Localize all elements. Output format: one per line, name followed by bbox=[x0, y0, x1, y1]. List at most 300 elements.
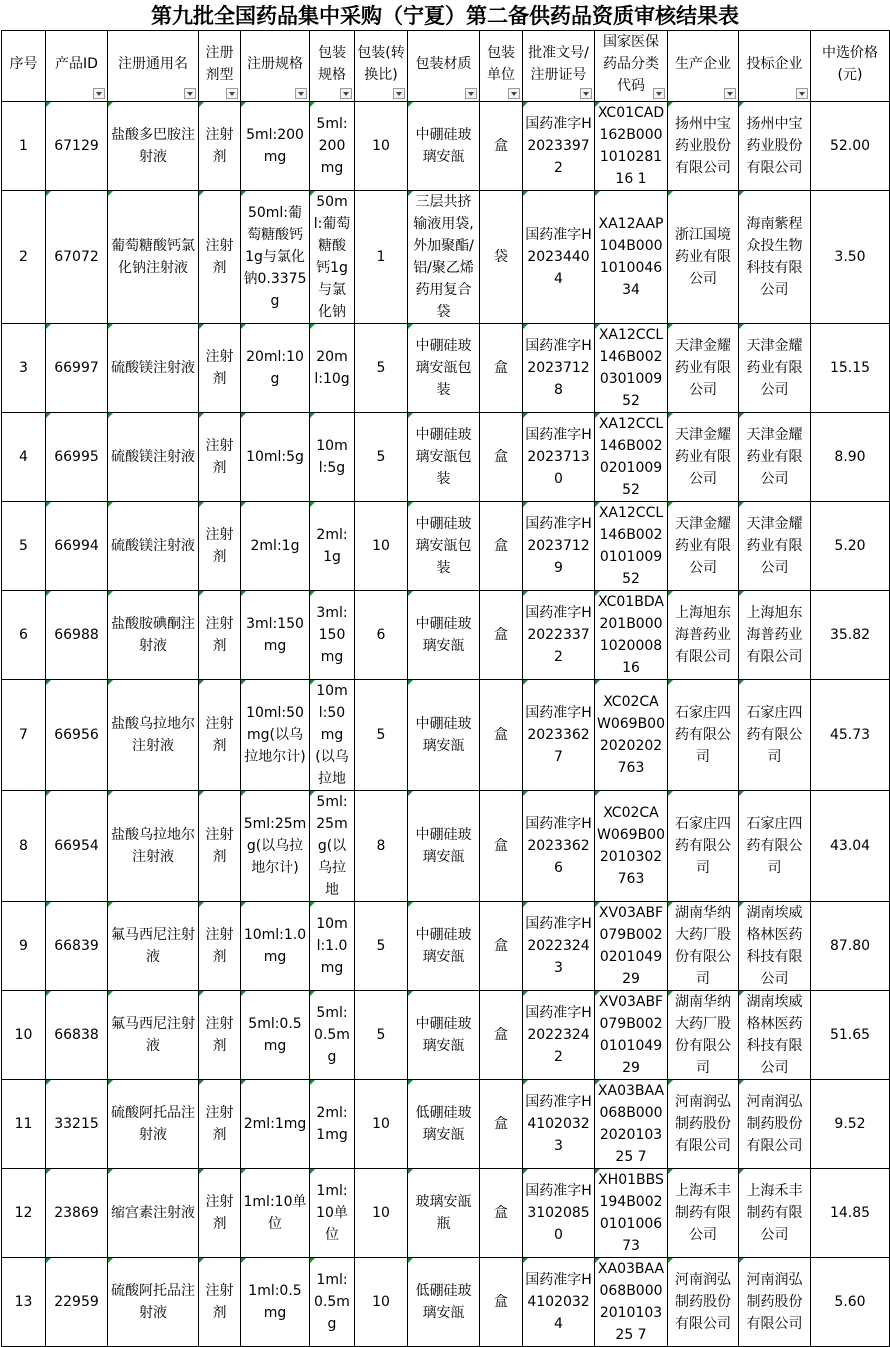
cell-text: 15.15 bbox=[829, 360, 871, 376]
column-header-label: 注册剂型 bbox=[205, 45, 234, 83]
cell-text: 湖南埃威格林医药科技有限公司 bbox=[746, 905, 803, 987]
cell-pack-material bbox=[408, 1258, 480, 1347]
cell-note-marker-icon bbox=[595, 102, 600, 107]
cell-bidder bbox=[739, 680, 811, 791]
cell-manufacturer bbox=[668, 324, 739, 413]
cell-note-marker-icon bbox=[199, 591, 204, 596]
table-body bbox=[2, 102, 890, 1347]
cell-text: 硫酸镁注射液 bbox=[111, 360, 195, 376]
cell-text: XH01BBS194B002010100673 bbox=[598, 1172, 664, 1254]
cell-seq bbox=[2, 502, 46, 591]
cell-note-marker-icon bbox=[595, 1258, 600, 1263]
cell-text: 22959 bbox=[54, 1294, 99, 1310]
cell-text: 硫酸镁注射液 bbox=[111, 449, 195, 465]
cell-note-marker-icon bbox=[310, 791, 315, 796]
cell-note-marker-icon bbox=[668, 1169, 673, 1174]
cell-note-marker-icon bbox=[108, 502, 113, 507]
cell-text: 注射剂 bbox=[205, 1016, 234, 1054]
cell-price bbox=[811, 791, 890, 902]
cell-text: 中硼硅玻璃安瓿 bbox=[415, 827, 472, 865]
cell-spec bbox=[241, 680, 310, 791]
cell-insurance-code bbox=[595, 680, 668, 791]
column-header-label: 包装单位 bbox=[487, 45, 515, 83]
page-title: 第九批全国药品集中采购（宁夏）第二备供药品资质审核结果表 bbox=[151, 3, 739, 28]
cell-note-marker-icon bbox=[668, 902, 673, 907]
cell-text: 注射剂 bbox=[205, 1283, 234, 1321]
cell-text: 中硼硅玻璃安瓿 bbox=[415, 716, 472, 754]
cell-pack-spec bbox=[310, 413, 355, 502]
cell-text: XV03ABF079B002010104929 bbox=[598, 994, 664, 1076]
filter-dropdown-icon[interactable] bbox=[295, 88, 307, 99]
cell-note-marker-icon bbox=[523, 1169, 528, 1174]
cell-price bbox=[811, 1169, 890, 1258]
cell-text: 51.65 bbox=[829, 1027, 871, 1043]
cell-text: XA03BAA068B000201010325 7 bbox=[597, 1261, 665, 1343]
cell-manufacturer bbox=[668, 991, 739, 1080]
filter-dropdown-icon[interactable] bbox=[93, 88, 105, 99]
cell-text: 缩宫素注射液 bbox=[111, 1205, 195, 1221]
cell-approval-no bbox=[523, 680, 595, 791]
cell-insurance-code bbox=[595, 591, 668, 680]
cell-price bbox=[811, 502, 890, 591]
filter-dropdown-icon[interactable] bbox=[796, 88, 808, 99]
cell-note-marker-icon bbox=[408, 413, 413, 418]
cell-pack-spec bbox=[310, 991, 355, 1080]
cell-pack-unit bbox=[480, 791, 523, 902]
cell-pack-ratio bbox=[355, 324, 408, 413]
cell-text: 66994 bbox=[54, 538, 99, 554]
cell-text: 天津金耀药业有限公司 bbox=[675, 516, 731, 576]
table-row bbox=[2, 991, 890, 1080]
cell-note-marker-icon bbox=[46, 324, 51, 329]
cell-note-marker-icon bbox=[46, 591, 51, 596]
cell-note-marker-icon bbox=[46, 102, 51, 107]
cell-text: 7 bbox=[19, 727, 28, 743]
cell-pack-unit bbox=[480, 902, 523, 991]
cell-note-marker-icon bbox=[523, 324, 528, 329]
cell-pack-spec bbox=[310, 191, 355, 324]
cell-text: 10 bbox=[372, 1205, 390, 1221]
cell-text: XA03BAA068B000202010325 7 bbox=[597, 1083, 665, 1165]
table-row bbox=[2, 591, 890, 680]
cell-note-marker-icon bbox=[46, 791, 51, 796]
cell-price bbox=[811, 324, 890, 413]
cell-insurance-code bbox=[595, 1080, 668, 1169]
cell-pack-ratio bbox=[355, 902, 408, 991]
filter-dropdown-icon[interactable] bbox=[653, 88, 665, 99]
cell-approval-no bbox=[523, 102, 595, 191]
cell-generic-name bbox=[108, 902, 199, 991]
column-header-label: 注册通用名 bbox=[118, 56, 188, 72]
cell-insurance-code bbox=[595, 502, 668, 591]
cell-text: 中硼硅玻璃安瓿 bbox=[415, 927, 472, 965]
cell-text: 2 bbox=[19, 249, 28, 265]
cell-dosage-form bbox=[199, 191, 241, 324]
cell-manufacturer bbox=[668, 502, 739, 591]
cell-note-marker-icon bbox=[523, 591, 528, 596]
column-header-dosage-form bbox=[199, 31, 241, 102]
cell-pack-material bbox=[408, 791, 480, 902]
cell-note-marker-icon bbox=[408, 902, 413, 907]
cell-pack-spec bbox=[310, 591, 355, 680]
cell-manufacturer bbox=[668, 680, 739, 791]
cell-note-marker-icon bbox=[46, 413, 51, 418]
cell-note-marker-icon bbox=[668, 680, 673, 685]
cell-text: 低硼硅玻璃安瓿 bbox=[415, 1105, 472, 1143]
cell-insurance-code bbox=[595, 1169, 668, 1258]
cell-bidder bbox=[739, 902, 811, 991]
cell-text: 10 bbox=[372, 138, 390, 154]
cell-note-marker-icon bbox=[310, 324, 315, 329]
cell-pack-spec bbox=[310, 902, 355, 991]
filter-dropdown-icon[interactable] bbox=[393, 88, 405, 99]
cell-pack-ratio bbox=[355, 502, 408, 591]
cell-text: 注射剂 bbox=[205, 1105, 234, 1143]
cell-product-id bbox=[46, 1258, 108, 1347]
cell-note-marker-icon bbox=[668, 991, 673, 996]
header-row bbox=[2, 31, 890, 102]
cell-text: 石家庄四药有限公司 bbox=[746, 816, 803, 876]
cell-text: 12 bbox=[14, 1205, 33, 1221]
cell-note-marker-icon bbox=[46, 1169, 51, 1174]
cell-note-marker-icon bbox=[199, 991, 204, 996]
cell-text: 盒 bbox=[494, 538, 508, 554]
cell-bidder bbox=[739, 591, 811, 680]
cell-pack-material bbox=[408, 324, 480, 413]
cell-manufacturer bbox=[668, 1080, 739, 1169]
cell-note-marker-icon bbox=[523, 102, 528, 107]
cell-text: 三层共挤输液用袋,外加聚酯/铝/聚乙烯药用复合袋 bbox=[413, 194, 474, 320]
cell-note-marker-icon bbox=[595, 1169, 600, 1174]
cell-note-marker-icon bbox=[595, 680, 600, 685]
cell-note-marker-icon bbox=[241, 591, 246, 596]
filter-dropdown-icon[interactable] bbox=[724, 88, 736, 99]
cell-text: 注射剂 bbox=[205, 927, 234, 965]
cell-seq bbox=[2, 191, 46, 324]
cell-note-marker-icon bbox=[739, 413, 744, 418]
column-header-bidder bbox=[739, 31, 811, 102]
cell-text: 盒 bbox=[494, 627, 508, 643]
cell-note-marker-icon bbox=[241, 413, 246, 418]
cell-note-marker-icon bbox=[739, 502, 744, 507]
cell-note-marker-icon bbox=[241, 902, 246, 907]
cell-dosage-form bbox=[199, 1258, 241, 1347]
cell-note-marker-icon bbox=[241, 991, 246, 996]
cell-manufacturer bbox=[668, 102, 739, 191]
cell-text: 盐酸胺碘酮注射液 bbox=[111, 616, 195, 654]
cell-price bbox=[811, 591, 890, 680]
cell-note-marker-icon bbox=[108, 191, 113, 196]
cell-pack-spec bbox=[310, 680, 355, 791]
cell-text: 1ml:0.5mg bbox=[314, 1272, 350, 1332]
cell-product-id bbox=[46, 791, 108, 902]
cell-manufacturer bbox=[668, 1169, 739, 1258]
cell-text: 国药准字H20234404 bbox=[525, 227, 592, 287]
cell-note-marker-icon bbox=[199, 413, 204, 418]
cell-note-marker-icon bbox=[595, 502, 600, 507]
cell-text: 盐酸乌拉地尔注射液 bbox=[111, 716, 195, 754]
cell-pack-ratio bbox=[355, 1080, 408, 1169]
cell-text: 盒 bbox=[494, 1027, 508, 1043]
cell-text: 50ml:葡萄糖酸钙1g与氯化钠0.3375g bbox=[243, 205, 307, 309]
table-row bbox=[2, 324, 890, 413]
column-header-insurance-code bbox=[595, 31, 668, 102]
cell-note-marker-icon bbox=[108, 791, 113, 796]
table-row bbox=[2, 1169, 890, 1258]
cell-text: 硫酸阿托品注射液 bbox=[111, 1105, 195, 1143]
cell-pack-unit bbox=[480, 502, 523, 591]
cell-text: 1 bbox=[19, 138, 28, 154]
column-header-pack-material bbox=[408, 31, 480, 102]
cell-text: 5ml:0.5mg bbox=[248, 1016, 302, 1054]
cell-text: 67072 bbox=[54, 249, 99, 265]
cell-pack-ratio bbox=[355, 413, 408, 502]
cell-pack-ratio bbox=[355, 102, 408, 191]
cell-text: 盒 bbox=[494, 838, 508, 854]
filter-dropdown-icon[interactable] bbox=[226, 88, 238, 99]
cell-text: 石家庄四药有限公司 bbox=[675, 705, 731, 765]
cell-text: 45.73 bbox=[829, 727, 871, 743]
cell-generic-name bbox=[108, 591, 199, 680]
cell-note-marker-icon bbox=[46, 902, 51, 907]
column-header-label: 注册规格 bbox=[247, 56, 303, 72]
cell-text: 3ml:150mg bbox=[316, 605, 348, 665]
cell-note-marker-icon bbox=[310, 102, 315, 107]
cell-text: 33215 bbox=[54, 1116, 99, 1132]
cell-generic-name bbox=[108, 324, 199, 413]
cell-approval-no bbox=[523, 591, 595, 680]
cell-text: 注射剂 bbox=[205, 1194, 234, 1232]
cell-text: 盒 bbox=[494, 727, 508, 743]
cell-insurance-code bbox=[595, 191, 668, 324]
filter-dropdown-icon[interactable] bbox=[580, 88, 592, 99]
cell-note-marker-icon bbox=[108, 102, 113, 107]
cell-note-marker-icon bbox=[241, 502, 246, 507]
cell-text: 中硼硅玻璃安瓿 bbox=[415, 1016, 472, 1054]
cell-pack-material bbox=[408, 191, 480, 324]
cell-approval-no bbox=[523, 791, 595, 902]
table-row bbox=[2, 1258, 890, 1347]
cell-generic-name bbox=[108, 102, 199, 191]
table-row bbox=[2, 102, 890, 191]
cell-text: 3.50 bbox=[834, 249, 866, 265]
cell-product-id bbox=[46, 413, 108, 502]
cell-pack-ratio bbox=[355, 1169, 408, 1258]
cell-approval-no bbox=[523, 1169, 595, 1258]
cell-text: 注射剂 bbox=[205, 127, 234, 165]
cell-seq bbox=[2, 791, 46, 902]
cell-note-marker-icon bbox=[408, 680, 413, 685]
cell-spec bbox=[241, 791, 310, 902]
cell-generic-name bbox=[108, 1258, 199, 1347]
cell-text: 河南润弘制药股份有限公司 bbox=[675, 1094, 731, 1154]
cell-note-marker-icon bbox=[199, 1258, 204, 1263]
column-header-pack-unit bbox=[480, 31, 523, 102]
cell-note-marker-icon bbox=[310, 680, 315, 685]
cell-note-marker-icon bbox=[310, 1169, 315, 1174]
cell-seq bbox=[2, 902, 46, 991]
cell-pack-spec bbox=[310, 502, 355, 591]
cell-text: 10ml:5g bbox=[246, 449, 304, 465]
cell-note-marker-icon bbox=[739, 591, 744, 596]
cell-text: 20ml:10g bbox=[314, 349, 350, 387]
filter-dropdown-icon[interactable] bbox=[184, 88, 196, 99]
cell-pack-material bbox=[408, 413, 480, 502]
cell-note-marker-icon bbox=[310, 413, 315, 418]
cell-text: 10ml:50mg(以乌拉地 bbox=[315, 683, 349, 787]
cell-spec bbox=[241, 591, 310, 680]
cell-note-marker-icon bbox=[199, 902, 204, 907]
cell-text: 66956 bbox=[54, 727, 99, 743]
cell-bidder bbox=[739, 324, 811, 413]
cell-pack-ratio bbox=[355, 191, 408, 324]
cell-manufacturer bbox=[668, 1258, 739, 1347]
cell-pack-ratio bbox=[355, 680, 408, 791]
cell-text: 石家庄四药有限公司 bbox=[746, 705, 803, 765]
cell-text: 66997 bbox=[54, 360, 99, 376]
cell-note-marker-icon bbox=[46, 191, 51, 196]
cell-spec bbox=[241, 324, 310, 413]
cell-text: 上海禾丰制药有限公司 bbox=[675, 1183, 731, 1243]
cell-product-id bbox=[46, 191, 108, 324]
cell-pack-unit bbox=[480, 1169, 523, 1258]
cell-generic-name bbox=[108, 991, 199, 1080]
cell-text: 河南润弘制药股份有限公司 bbox=[746, 1272, 803, 1332]
filter-dropdown-icon[interactable] bbox=[508, 88, 520, 99]
cell-manufacturer bbox=[668, 791, 739, 902]
cell-text: 1ml:10单位 bbox=[243, 1194, 307, 1232]
cell-note-marker-icon bbox=[408, 791, 413, 796]
cell-note-marker-icon bbox=[523, 1258, 528, 1263]
cell-text: 国药准字H20233627 bbox=[525, 705, 592, 765]
cell-note-marker-icon bbox=[241, 1080, 246, 1085]
cell-text: 10 bbox=[372, 1294, 390, 1310]
cell-note-marker-icon bbox=[739, 1258, 744, 1263]
cell-text: 国药准字H20223372 bbox=[525, 605, 592, 665]
cell-text: 浙江国境药业有限公司 bbox=[675, 227, 731, 287]
cell-text: 52.00 bbox=[829, 138, 871, 154]
cell-note-marker-icon bbox=[408, 102, 413, 107]
cell-pack-spec bbox=[310, 1080, 355, 1169]
cell-approval-no bbox=[523, 1080, 595, 1169]
cell-text: 10ml:1.0mg bbox=[243, 927, 307, 965]
cell-text: 3 bbox=[19, 360, 28, 376]
cell-text: 盒 bbox=[494, 138, 508, 154]
cell-text: 扬州中宝药业股份有限公司 bbox=[746, 116, 803, 176]
cell-seq bbox=[2, 413, 46, 502]
column-header-product-id bbox=[46, 31, 108, 102]
cell-text: 硫酸镁注射液 bbox=[111, 538, 195, 554]
cell-note-marker-icon bbox=[46, 1080, 51, 1085]
cell-pack-material bbox=[408, 502, 480, 591]
cell-text: 国药准字H41020324 bbox=[525, 1272, 592, 1332]
cell-text: 35.82 bbox=[829, 627, 871, 643]
cell-text: 43.04 bbox=[829, 838, 871, 854]
cell-note-marker-icon bbox=[668, 102, 673, 107]
cell-bidder bbox=[739, 502, 811, 591]
cell-text: 葡萄糖酸钙氯化钠注射液 bbox=[111, 238, 195, 276]
cell-text: XC01CAD162B000101028116 1 bbox=[597, 105, 665, 187]
cell-text: 湖南埃威格林医药科技有限公司 bbox=[746, 994, 803, 1076]
cell-note-marker-icon bbox=[310, 991, 315, 996]
cell-generic-name bbox=[108, 413, 199, 502]
cell-text: 盒 bbox=[494, 1294, 508, 1310]
cell-text: 天津金耀药业有限公司 bbox=[746, 427, 803, 487]
cell-product-id bbox=[46, 991, 108, 1080]
column-header-label: 中选价格(元) bbox=[822, 45, 878, 83]
cell-text: 盐酸乌拉地尔注射液 bbox=[111, 827, 195, 865]
cell-text: 国药准字H31020850 bbox=[525, 1183, 592, 1243]
cell-text: 注射剂 bbox=[205, 238, 234, 276]
cell-text: 10ml:50mg(以乌拉地尔计) bbox=[244, 705, 306, 765]
cell-pack-ratio bbox=[355, 991, 408, 1080]
cell-note-marker-icon bbox=[523, 791, 528, 796]
cell-text: 6 bbox=[376, 627, 386, 643]
table-row bbox=[2, 1080, 890, 1169]
cell-dosage-form bbox=[199, 1080, 241, 1169]
cell-price bbox=[811, 1258, 890, 1347]
cell-note-marker-icon bbox=[241, 102, 246, 107]
cell-product-id bbox=[46, 680, 108, 791]
cell-note-marker-icon bbox=[408, 191, 413, 196]
cell-note-marker-icon bbox=[199, 191, 204, 196]
cell-text: 硫酸阿托品注射液 bbox=[111, 1283, 195, 1321]
cell-text: 1 bbox=[376, 249, 386, 265]
cell-text: 天津金耀药业有限公司 bbox=[746, 338, 803, 398]
cell-bidder bbox=[739, 1169, 811, 1258]
cell-note-marker-icon bbox=[46, 1258, 51, 1263]
cell-note-marker-icon bbox=[241, 1258, 246, 1263]
cell-text: 盐酸多巴胺注射液 bbox=[111, 127, 195, 165]
cell-bidder bbox=[739, 791, 811, 902]
cell-price bbox=[811, 102, 890, 191]
cell-text: 天津金耀药业有限公司 bbox=[675, 338, 731, 398]
filter-dropdown-icon[interactable] bbox=[340, 88, 352, 99]
cell-insurance-code bbox=[595, 413, 668, 502]
cell-text: 67129 bbox=[54, 138, 99, 154]
cell-dosage-form bbox=[199, 502, 241, 591]
cell-text: 中硼硅玻璃安瓿包装 bbox=[415, 427, 472, 487]
cell-text: 66988 bbox=[54, 627, 99, 643]
cell-text: 2ml:1g bbox=[250, 538, 300, 554]
cell-note-marker-icon bbox=[523, 1080, 528, 1085]
column-header-manufacturer bbox=[668, 31, 739, 102]
cell-note-marker-icon bbox=[199, 1169, 204, 1174]
cell-note-marker-icon bbox=[668, 791, 673, 796]
cell-spec bbox=[241, 1258, 310, 1347]
cell-text: 10 bbox=[372, 1116, 390, 1132]
cell-note-marker-icon bbox=[595, 902, 600, 907]
cell-note-marker-icon bbox=[310, 1080, 315, 1085]
cell-text: 天津金耀药业有限公司 bbox=[675, 427, 731, 487]
cell-price bbox=[811, 191, 890, 324]
cell-text: 河南润弘制药股份有限公司 bbox=[746, 1094, 803, 1154]
cell-dosage-form bbox=[199, 102, 241, 191]
cell-text: 注射剂 bbox=[205, 527, 234, 565]
cell-pack-spec bbox=[310, 791, 355, 902]
cell-note-marker-icon bbox=[241, 791, 246, 796]
filter-dropdown-icon[interactable] bbox=[465, 88, 477, 99]
cell-note-marker-icon bbox=[739, 102, 744, 107]
cell-product-id bbox=[46, 902, 108, 991]
column-header-label: 投标企业 bbox=[746, 56, 803, 72]
cell-note-marker-icon bbox=[668, 1258, 673, 1263]
cell-text: 66838 bbox=[54, 1027, 99, 1043]
cell-insurance-code bbox=[595, 1258, 668, 1347]
cell-text: 海南紫程众投生物科技有限公司 bbox=[746, 216, 803, 298]
cell-note-marker-icon bbox=[310, 591, 315, 596]
cell-pack-unit bbox=[480, 1080, 523, 1169]
